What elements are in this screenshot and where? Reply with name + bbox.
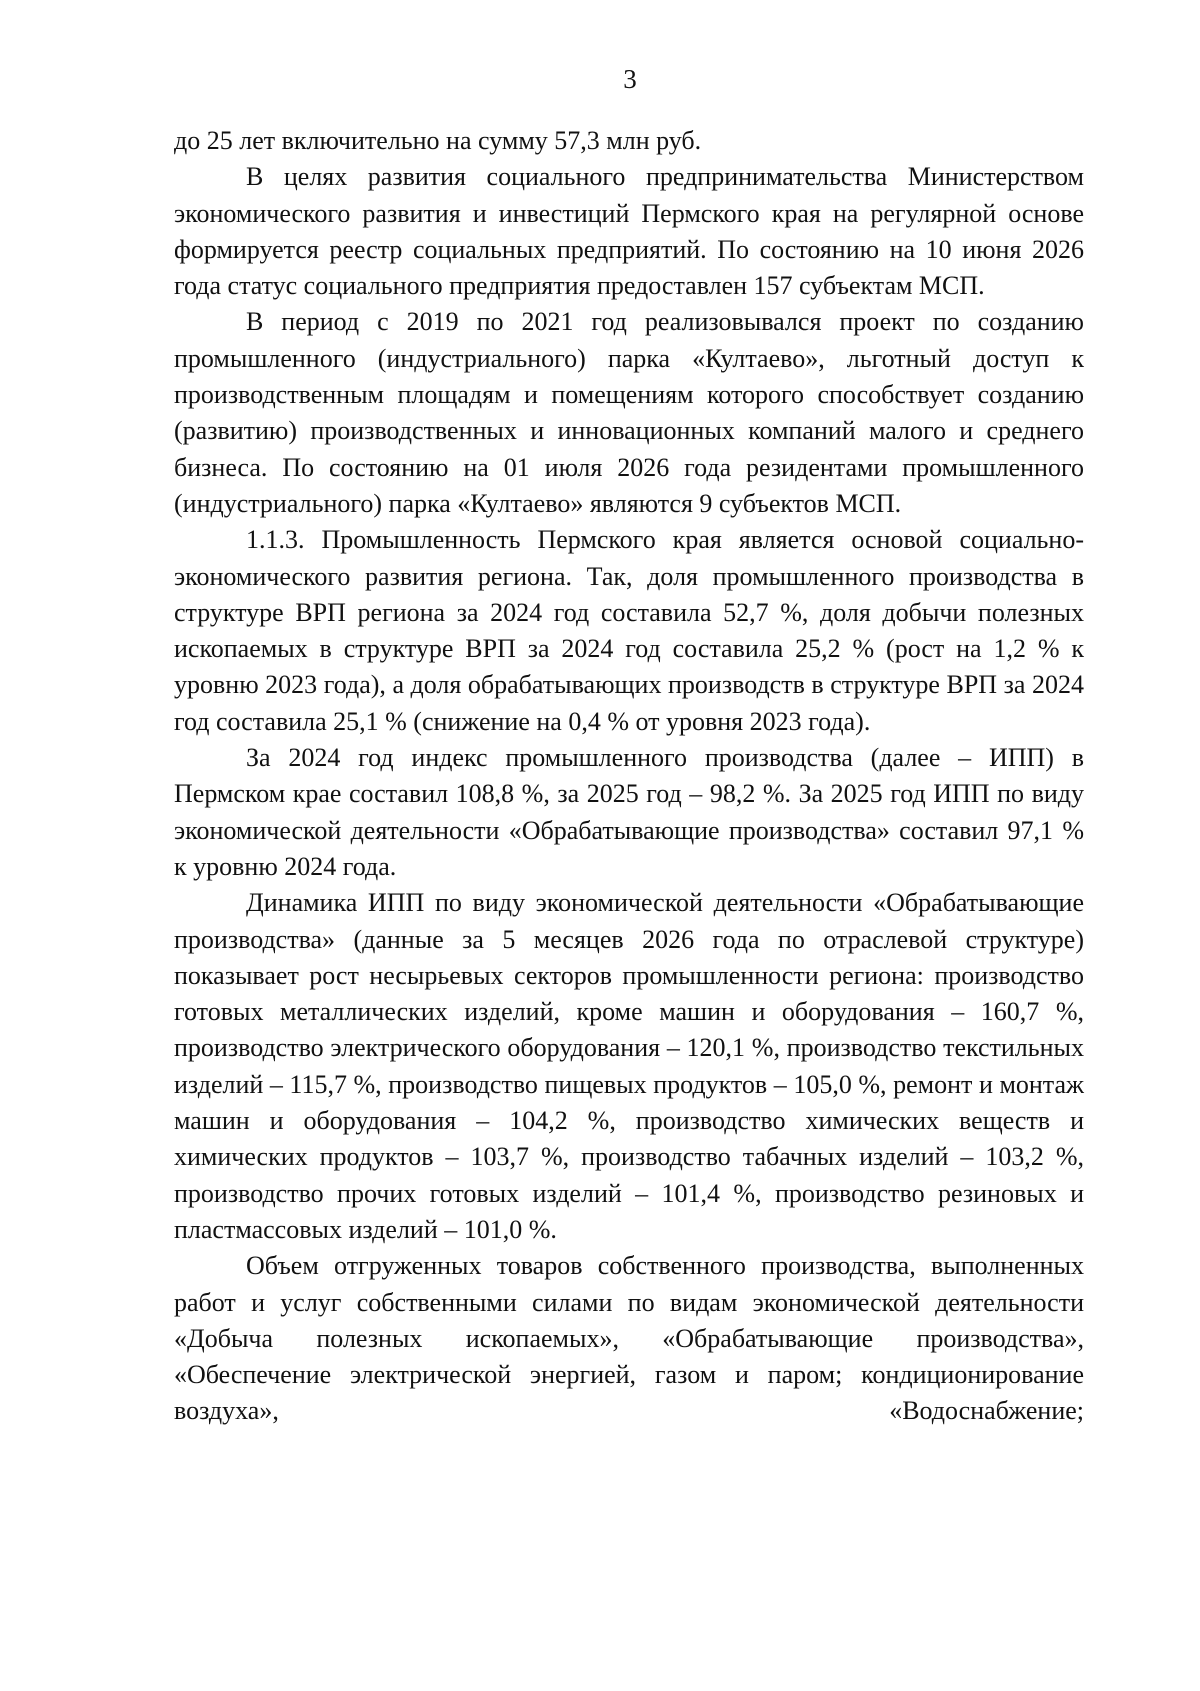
document-body bbox=[174, 123, 1084, 1430]
paragraph-1: до 25 лет включительно на сумму 57,3 млн руб. bbox=[174, 126, 702, 155]
paragraph-7: Объем отгруженных товаров собственного производства, выполненных работ и услуг собственными силами по видам экономической деятельности «Добыча полезных ископаемых», «Обрабатывающие производства», «Обеспечение электрической энергией, газом и паром; кондиционирование воздуха», «Водоснабжение; bbox=[174, 1251, 1084, 1426]
page-number: 3 bbox=[623, 64, 637, 94]
paragraph-5: За 2024 год индекс промышленного производства (далее – ИПП) в Пермском крае составил 108,8 %, за 2025 год – 98,2 %. За 2025 год ИПП по виду экономической деятельности «Обрабатывающие производства» составил 97,1 % к уровню 2024 года. bbox=[174, 743, 1084, 881]
paragraph-4: 1.1.3. Промышленность Пермского края является основой социально-экономического развития региона. Так, доля промышленного производства в структуре ВРП региона за 2024 год составила 52,7 %, доля добычи полезных ископаемых в структуре ВРП за 2024 год составила 25,2 % (рост на 1,2 % к уровню 2023 года), а доля обрабатывающих производств в структуре ВРП за 2024 год составила 25,1 % (снижение на 0,4 % от уровня 2023 года). bbox=[174, 525, 1084, 736]
paragraph-3: В период с 2019 по 2021 год реализовывался проект по созданию промышленного (индустриального) парка «Култаево», льготный доступ к производственным площадям и помещениям которого способствует созданию (развитию) производственных и инновационных компаний малого и среднего бизнеса. По состоянию на 01 июля 2026 года резидентами промышленного (индустриального) парка «Култаево» являются 9 субъектов МСП. bbox=[174, 307, 1084, 518]
paragraph-6: Динамика ИПП по виду экономической деятельности «Обрабатывающие производства» (данные за 5 месяцев 2026 года по отраслевой структуре) показывает рост несырьевых секторов промышленности региона: производство готовых металлических изделий, кроме машин и оборудования – 160,7 %, производство электрического оборудования – 120,1 %, производство текстильных изделий – 115,7 %, производство пищевых продуктов – 105,0 %, ремонт и монтаж машин и оборудования – 104,2 %, производство химических веществ и химических продуктов – 103,7 %, производство табачных изделий – 103,2 %, производство прочих готовых изделий – 101,4 %, производство резиновых и пластмассовых изделий – 101,0 %. bbox=[174, 888, 1084, 1244]
paragraph-2: В целях развития социального предпринимательства Министерством экономического развития и инвестиций Пермского края на регулярной основе формируется реестр социальных предприятий. По состоянию на 10 июня 2026 года статус социального предприятия предоставлен 157 субъектам МСП. bbox=[174, 162, 1084, 301]
